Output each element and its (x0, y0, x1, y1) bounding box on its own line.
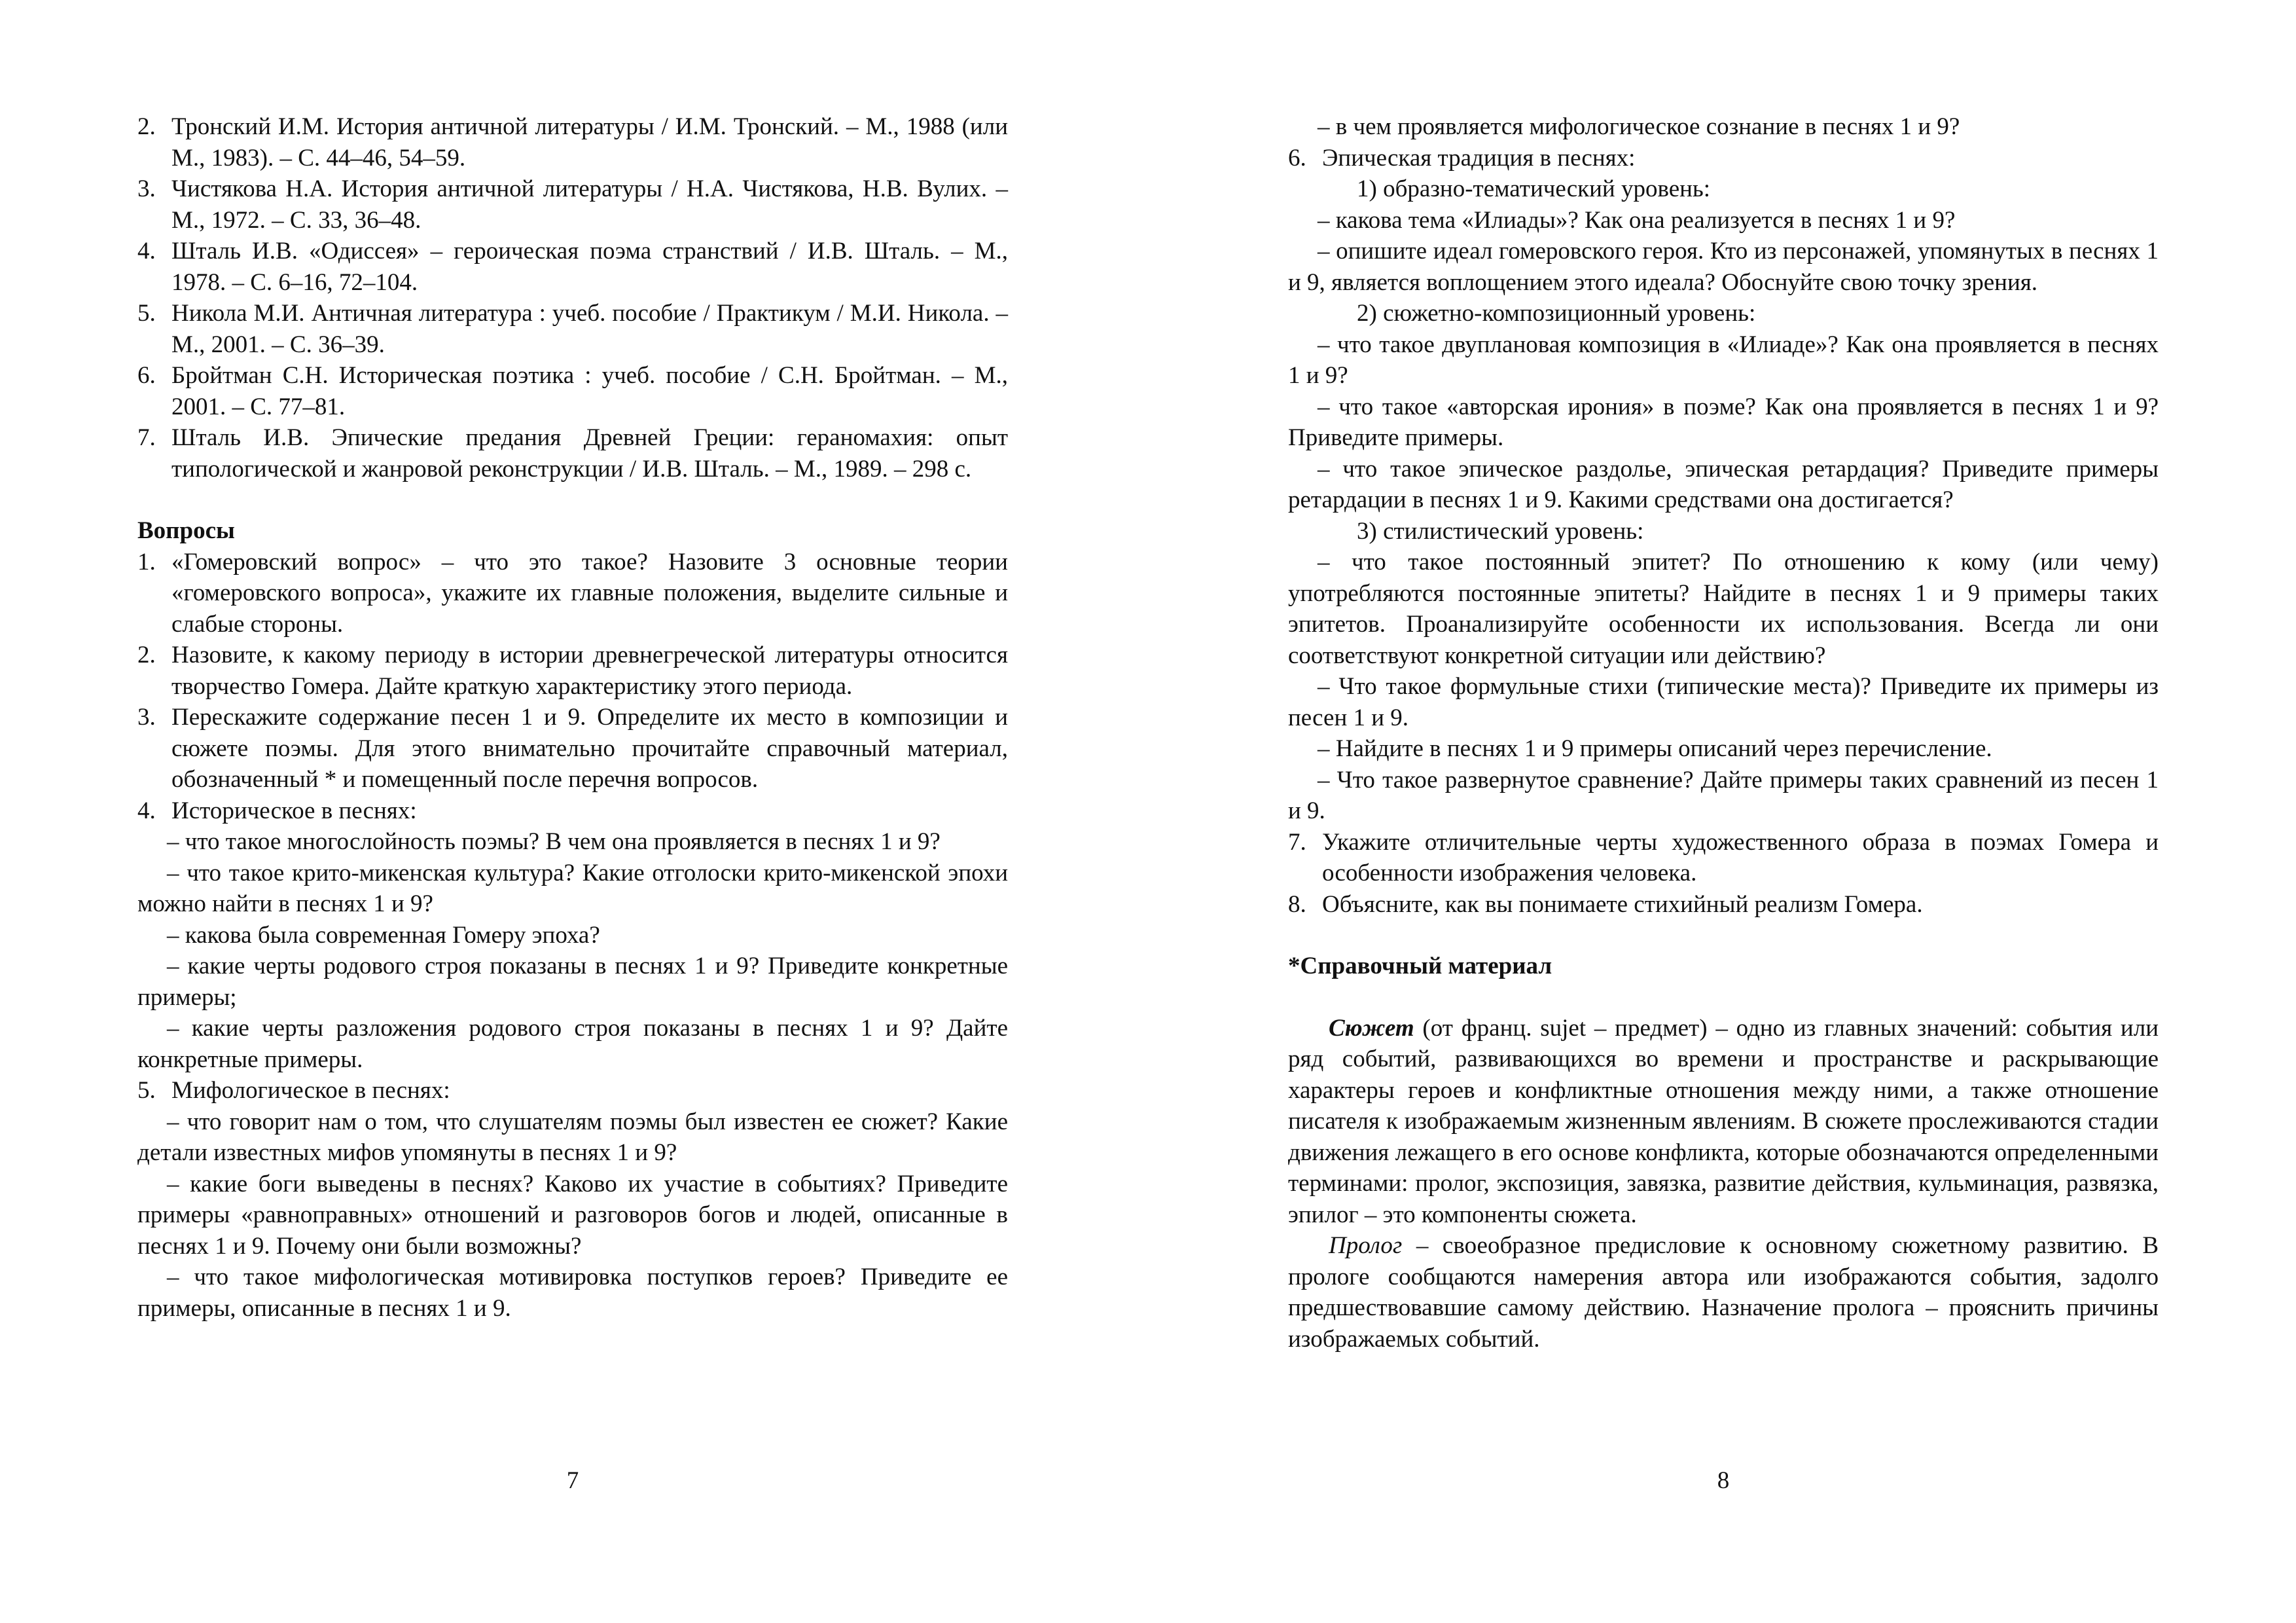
sub-question: – что такое двуплановая композиция в «Илиаде»? Как она проявляется в песнях 1 и 9? (1288, 331, 2159, 389)
prologue-definition (1288, 1230, 2159, 1355)
page-number: 7 (566, 1467, 579, 1494)
sub-question: – какие боги выведены в песнях? Каково их участие в событиях? Приведите примеры «равноправных» отношений и разговоров богов и людей, описанные в песнях 1 и 9. Почему они были возможны? (137, 1170, 1008, 1260)
question-item: 6. Эпическая традиция в песнях: (1288, 144, 1636, 172)
sub-question: – какие черты разложения родового строя показаны в песнях 1 и 9? Дайте конкретные примеры. (137, 1015, 1008, 1073)
sub-question: – что такое крито-микенская культура? Какие отголоски крито-микенской эпохи можно найти в песнях 1 и 9? (137, 859, 1008, 917)
left-page (137, 111, 1008, 1324)
sub-question: – что такое эпическое раздолье, эпическая ретардация? Приведите примеры ретардации в песнях 1 и 9. Какими средствами она достигается? (1288, 455, 2159, 513)
question-item: 8. Объясните, как вы понимаете стихийный реализм Гомера. (1288, 890, 1923, 918)
sub-question: – что такое «авторская ирония» в поэме? Как она проявляется в песнях 1 и 9? Приведите примеры. (1288, 393, 2159, 451)
level-heading: 2) сюжетно-композиционный уровень: (1357, 300, 1756, 327)
question-item: 2. Назовите, к какому периоду в истории древнегреческой литературы относится творчество Гомера. Дайте краткую характеристику этого периода. (137, 642, 1008, 700)
sub-question: – что говорит нам о том, что слушателям поэмы был известен ее сюжет? Какие детали известных мифов упомянуты в песнях 1 и 9? (137, 1108, 1008, 1166)
reference-item: 6. Бройтман С.Н. Историческая поэтика : учеб. пособие / С.Н. Бройтман. – М., 2001. – С. 77–81. (137, 362, 1008, 420)
question-item: 3. Перескажите содержание песен 1 и 9. Определите их место в композиции и сюжете поэмы. Для этого внимательно прочитайте справочный материал, обозначенный * и помещенный после перечня вопросов. (137, 704, 1008, 793)
right-page (1288, 111, 2159, 1355)
prologue-term: Пролог (1329, 1232, 1403, 1259)
sub-question: – какова была современная Гомеру эпоха? (167, 921, 600, 949)
question-item: 1. «Гомеровский вопрос» – что это такое? Назовите 3 основные теории «гомеровского вопроса», укажите их главные положения, выделите сильные и слабые стороны. (137, 548, 1008, 638)
sub-question: – какие черты родового строя показаны в песнях 1 и 9? Приведите конкретные примеры; (137, 953, 1008, 1011)
sub-question: – какова тема «Илиады»? Как она реализуется в песнях 1 и 9? (1318, 206, 1956, 234)
plot-definition (1288, 1013, 2159, 1231)
plot-text: (от франц. sujet – предмет) – одно из главных значений: события или ряд событий, развивающихся во времени и пространстве и раскрывающие характеры героев и конфликтные отношения между ними, а также отношение писателя к изображаемым жизненным явлениям. В сюжете прослеживаются стадии движения лежащего в его основе конфликта, которые обозначаются определенными терминами: пролог, экспозиция, завязка, развитие действия, кульминация, развязка, эпилог – это компоненты сюжета. (1288, 1014, 2159, 1228)
question-item: 5. Мифологическое в песнях: (137, 1077, 450, 1104)
sub-question: – что такое мифологическая мотивировка поступков героев? Приведите ее примеры, описанные в песнях 1 и 9. (137, 1264, 1008, 1322)
sub-question: – Что такое формульные стихи (типические места)? Приведите их примеры из песен 1 и 9. (1288, 673, 2159, 731)
page-number: 8 (1717, 1467, 1730, 1494)
plot-term: Сюжет (1329, 1014, 1414, 1042)
reference-item: 2. Тронский И.М. История античной литературы / И.М. Тронский. – М., 1988 (или М., 1983). – С. 44–46, 54–59. (137, 113, 1008, 172)
prologue-text: – своеобразное предисловие к основному сюжетному развитию. В прологе сообщаются намерения автора или изображаются события, задолго предшествовавшие самому действию. Назначение пролога – прояснить причины изображаемых событий. (1288, 1232, 2159, 1353)
sub-question: – Что такое развернутое сравнение? Дайте примеры таких сравнений из песен 1 и 9. (1288, 766, 2159, 824)
level-heading: 3) стилистический уровень: (1357, 517, 1644, 545)
reference-item: 5. Никола М.И. Античная литература : учеб. пособие / Практикум / М.И. Никола. – М., 2001. – С. 36–39. (137, 300, 1008, 358)
reference-item: 7. Шталь И.В. Эпические предания Древней Греции: гераномахия: опыт типологической и жанровой реконструкции / И.В. Шталь. – М., 1989. – 298 с. (137, 424, 1008, 483)
sub-question: – опишите идеал гомеровского героя. Кто из персонажей, упомянутых в песнях 1 и 9, является воплощением этого идеала? Обоснуйте свою точку зрения. (1288, 238, 2159, 296)
sub-question: – что такое многослойность поэмы? В чем она проявляется в песнях 1 и 9? (167, 828, 941, 855)
reference-material-heading: *Справочный материал (1288, 953, 1552, 979)
question-item: 4. Историческое в песнях: (137, 797, 417, 824)
sub-question: – что такое постоянный эпитет? По отношению к кому (или чему) употребляются постоянные эпитеты? Найдите в песнях 1 и 9 примеры таких эпитетов. Проанализируйте особенности их использования. Всегда ли они соответствуют конкретной ситуации или действию? (1288, 549, 2159, 669)
sub-question: – в чем проявляется мифологическое сознание в песнях 1 и 9? (1318, 113, 1960, 140)
questions-heading: Вопросы (137, 517, 235, 544)
sub-question: – Найдите в песнях 1 и 9 примеры описаний через перечисление. (1318, 735, 1992, 762)
reference-item: 4. Шталь И.В. «Одиссея» – героическая поэма странствий / И.В. Шталь. – М., 1978. – С. 6–16, 72–104. (137, 238, 1008, 296)
level-heading: 1) образно-тематический уровень: (1357, 175, 1711, 202)
reference-item: 3. Чистякова Н.А. История античной литературы / Н.А. Чистякова, Н.В. Вулих. – М., 1972. – С. 33, 36–48. (137, 175, 1008, 234)
question-item: 7. Укажите отличительные черты художественного образа в поэмах Гомера и особенности изображения человека. (1288, 828, 2159, 886)
